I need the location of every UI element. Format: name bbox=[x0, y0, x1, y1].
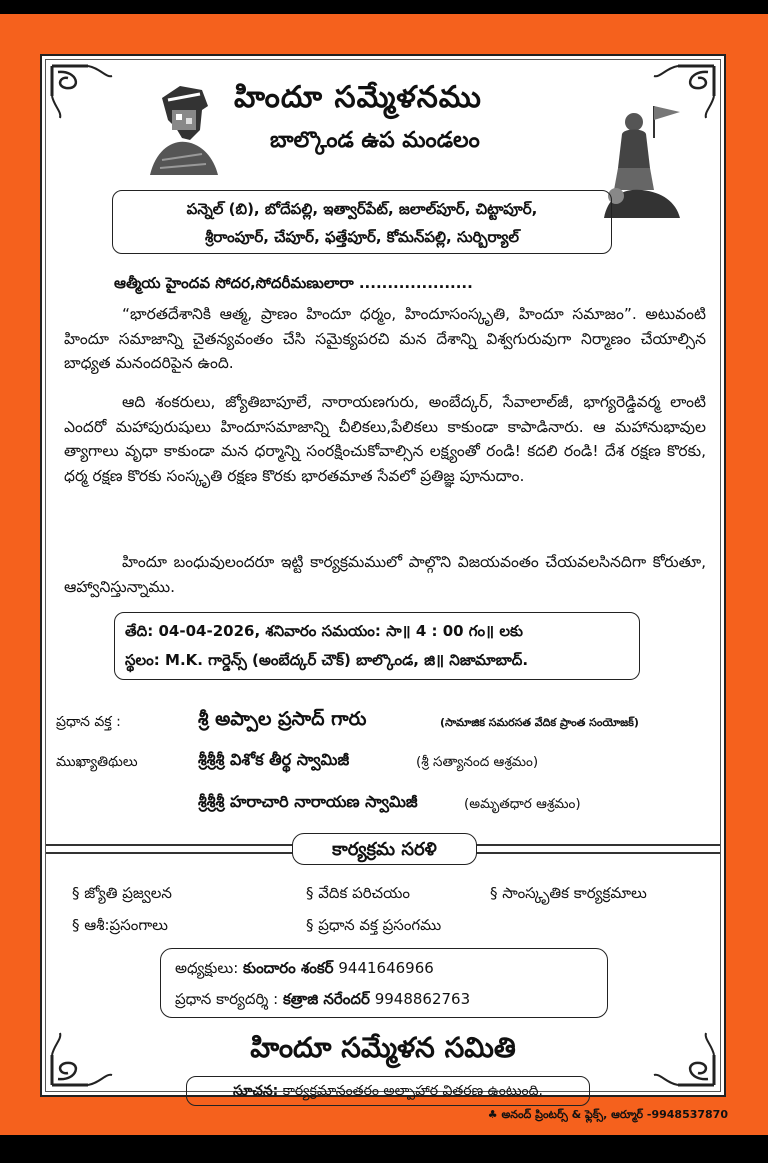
main-title: హిందూ సమ్మేళనము bbox=[234, 80, 482, 115]
printer-credit: ♣ అనంద్ ప్రింటర్స్ & ఫ్లెక్స్, ఆర్మూర్ -9948537870 bbox=[487, 1108, 728, 1121]
venue-label: స్థలం: bbox=[125, 651, 160, 669]
president-phone: 9441646966 bbox=[338, 959, 434, 977]
programme-item: § జ్యోతి ప్రజ్వలన bbox=[72, 884, 172, 902]
programme-heading: కార్యక్రమ సరళి bbox=[292, 833, 477, 865]
venue-value: M.K. గార్డెన్స్ (అంబేద్కర్ చౌక్) బాల్కొండ, జి॥ నిజామాబాద్. bbox=[165, 651, 529, 669]
programme-item: § సాంస్కృతిక కార్యక్రమాలు bbox=[490, 884, 647, 902]
chief-guest-name: శ్రీశ్రీశ్రీ విశోక తీర్థ స్వామిజీ bbox=[198, 750, 350, 769]
corner-ornament-icon bbox=[48, 62, 118, 122]
president-name: కుందారం శంకర్ bbox=[243, 959, 334, 977]
main-speaker-label: ప్రధాన వక్త : bbox=[56, 714, 121, 730]
main-speaker-name: శ్రీ అప్పాల ప్రసాద్ గారు bbox=[198, 708, 367, 730]
chief-guest-name: శ్రీశ్రీశ్రీ హరాచారి నారాయణ స్వామిజీ bbox=[198, 792, 418, 811]
invitation-card bbox=[40, 54, 726, 1097]
greeting: ఆత్మీయ హైందవ సోదర,సోదరీమణులారా .................... bbox=[114, 274, 473, 292]
villages-line: పన్నెల్ (బి), బోదేపల్లి, ఇత్వార్‌పేట్, జలాల్‌పూర్, చిట్టాపూర్, bbox=[186, 200, 538, 218]
orange-frame bbox=[0, 14, 768, 1135]
sub-title: బాల్కొండ ఉప మండలం bbox=[270, 128, 480, 153]
programme-item: § ప్రధాన వక్త ప్రసంగము bbox=[306, 916, 442, 934]
secretary-phone: 9948862763 bbox=[374, 990, 471, 1008]
chief-guest-ashram: (శ్రీ సత్యానంద ఆశ్రమం) bbox=[416, 754, 539, 770]
date-value: 04-04-2026, శనివారం bbox=[158, 622, 317, 640]
time-label: సమయం: bbox=[321, 622, 381, 640]
president-label: అధ్యక్షులు: bbox=[175, 959, 239, 977]
villages-line: శ్రీరాంపూర్, చేపూర్, ఫత్తేపూర్, కోమన్‌పల్లి, సుర్బిర్యాల్ bbox=[204, 228, 520, 246]
secretary-label: ప్రధాన కార్యదర్శి : bbox=[175, 990, 279, 1008]
portrait-image-icon bbox=[142, 80, 222, 175]
chief-guests-label: ముఖ్యాతిథులు bbox=[56, 754, 138, 770]
note-label: సూచన: bbox=[233, 1083, 279, 1099]
printer-logo-icon: ♣ bbox=[487, 1108, 502, 1121]
villages-box bbox=[112, 190, 612, 254]
time-value: సా॥ 4 : 00 గం॥ లకు bbox=[386, 622, 524, 640]
programme-item: § వేదిక పరిచయం bbox=[306, 884, 410, 902]
paragraph: “భారతదేశానికి ఆత్మ, ప్రాణం హిందూ ధర్మం, హిందూసంస్కృతి, హిందూ సమాజం”. అటువంటి హిందూ సమాజాన్ని చైతన్యవంతం చేసి సమైక్యపరచి మన దేశాన్ని విశ్వగురువుగా నిర్మాణం చేయాల్సిన బాధ్యత మనందరిపైన ఉంది. bbox=[64, 305, 706, 372]
paragraph: హిందూ బంధువులందరూ ఇట్టి కార్యక్రమములో పాల్గొని విజయవంతం చేయవలసినదిగా కోరుతూ, ఆహ్వానిస్తున్నాము. bbox=[64, 553, 706, 596]
event-details-box bbox=[114, 612, 640, 680]
note-text: కార్యక్రమానంతరం అల్పాహార వితరణ ఉంటుంది. bbox=[282, 1083, 543, 1099]
date-label: తేది: bbox=[125, 622, 154, 640]
committee-title: హిందూ సమ్మేళన సమితి bbox=[250, 1031, 516, 1064]
note-box bbox=[186, 1076, 590, 1106]
main-speaker-role: (సామాజిక సమరసత వేదిక ప్రాంత సంయోజక్) bbox=[440, 716, 639, 729]
paragraph: ఆది శంకరులు, జ్యోతిబాపూలే, నారాయణగురు, అంబేద్కర్, సేవాలాల్‌జీ, భాగ్యరెడ్డివర్మ లాంటి ఎందరో మహాపురుషులు హిందూసమాజాన్ని చీలికలు,పేలికలు కాకుండా కాపాడినారు. ఆ మహానుభావుల త్యాగాలు వృధా కాకుండా మన ధర్మాన్ని సంరక్షించుకోవాల్సిన లక్ష్యంతో రండి! కదలి రండి! దేశ రక్షణ కొరకు, ధర్మ రక్షణ కొరకు సంస్కృతి రక్షణ కొరకు భారతమాత సేవలో ప్రతిజ్ఞ పూనుదాం. bbox=[64, 393, 706, 485]
secretary-name: కత్రాజి నరేందర్ bbox=[282, 990, 370, 1008]
chief-guest-ashram: (అమృతధార ఆశ్రమం) bbox=[464, 796, 581, 812]
contacts-box bbox=[160, 948, 608, 1018]
programme-item: § ఆశీ:ప్రసంగాలు bbox=[72, 916, 168, 934]
